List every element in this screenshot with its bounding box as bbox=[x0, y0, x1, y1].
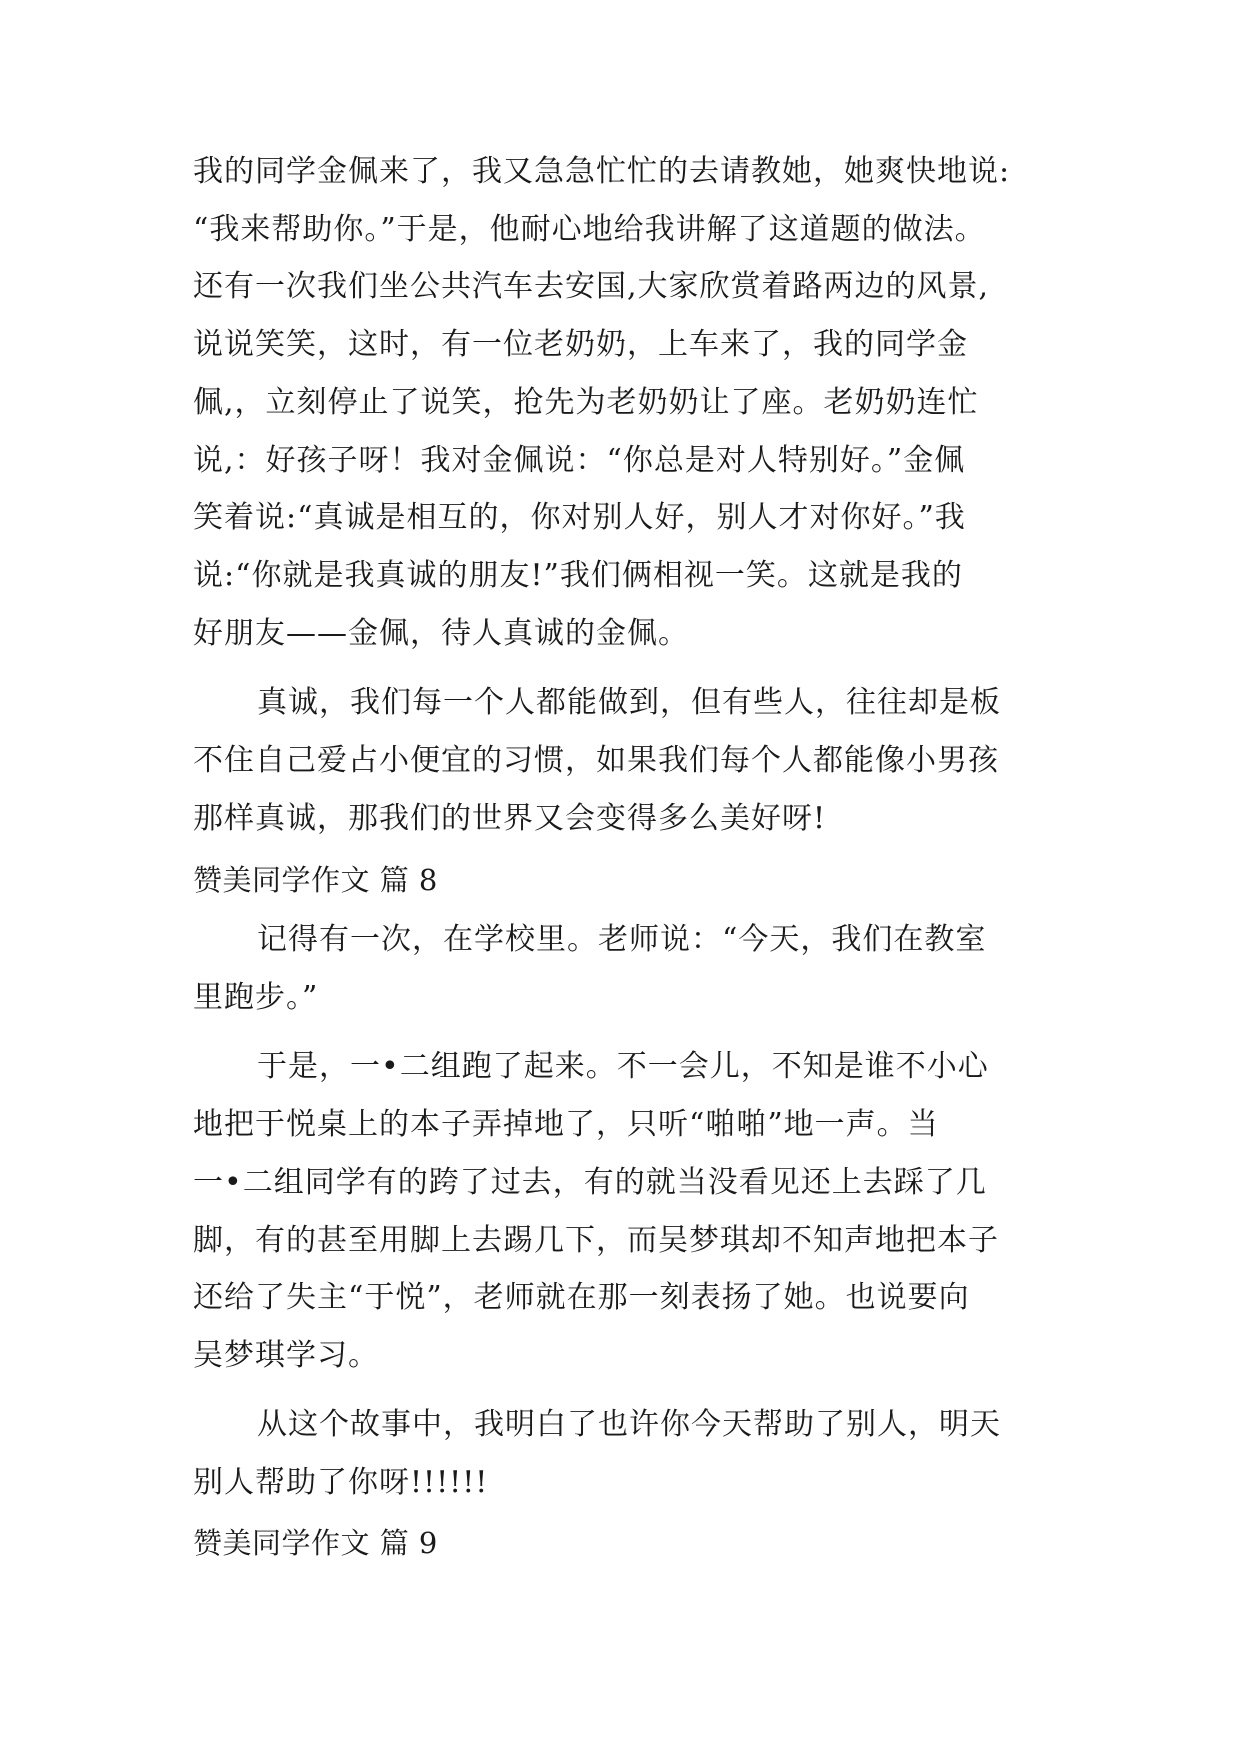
paragraph-line: 脚，有的甚至用脚上去踢几下，而吴梦琪却不知声地把本子 bbox=[193, 1223, 999, 1258]
paragraph-line: 说:“你就是我真诚的朋友!”我们俩相视一笑。这就是我的 bbox=[193, 558, 963, 593]
section-heading: 赞美同学作文 篇 8 bbox=[193, 863, 438, 897]
paragraph-line: 我的同学金佩来了，我又急急忙忙的去请教她，她爽快地说: bbox=[193, 154, 1011, 189]
paragraph-line: 吴梦琪学习。 bbox=[193, 1338, 379, 1373]
paragraph-line: 于是，一•二组跑了起来。不一会儿，不知是谁不小心 bbox=[257, 1049, 989, 1084]
paragraph-line: 那样真诚，那我们的世界又会变得多么美好呀! bbox=[193, 801, 827, 836]
paragraph-line: 说,：好孩子呀！我对金佩说：“你总是对人特别好。”金佩 bbox=[193, 443, 966, 478]
paragraph-line: 真诚，我们每一个人都能做到，但有些人，往往却是板 bbox=[257, 685, 1001, 720]
paragraph-line: 还有一次我们坐公共汽车去安国,大家欣赏着路两边的风景, bbox=[193, 269, 990, 304]
paragraph-line: 说说笑笑，这时，有一位老奶奶，上车来了，我的同学金 bbox=[193, 327, 968, 362]
paragraph-line: 一•二组同学有的跨了过去，有的就当没看见还上去踩了几 bbox=[193, 1165, 987, 1200]
paragraph-line: 别人帮助了你呀!!!!!! bbox=[193, 1465, 489, 1500]
paragraph-line: 地把于悦桌上的本子弄掉地了，只听“啪啪”地一声。当 bbox=[193, 1107, 939, 1142]
paragraph-line: 从这个故事中，我明白了也许你今天帮助了别人，明天 bbox=[257, 1407, 1001, 1442]
paragraph-line: 不住自己爱占小便宜的习惯，如果我们每个人都能像小男孩 bbox=[193, 743, 999, 778]
paragraph-line: 记得有一次，在学校里。老师说：“今天，我们在教室 bbox=[257, 922, 987, 957]
paragraph-line: 佩,，立刻停止了说笑，抢先为老奶奶让了座。老奶奶连忙 bbox=[193, 385, 979, 420]
paragraph-line: 里跑步。” bbox=[193, 980, 319, 1015]
paragraph-line: 笑着说:“真诚是相互的，你对别人好，别人才对你好。”我 bbox=[193, 500, 966, 535]
paragraph-line: 还给了失主“于悦”，老师就在那一刻表扬了她。也说要向 bbox=[193, 1280, 970, 1315]
section-heading: 赞美同学作文 篇 9 bbox=[193, 1526, 438, 1560]
paragraph-line: “我来帮助你。”于是，他耐心地给我讲解了这道题的做法。 bbox=[193, 212, 986, 247]
paragraph-line: 好朋友——金佩，待人真诚的金佩。 bbox=[193, 616, 689, 651]
